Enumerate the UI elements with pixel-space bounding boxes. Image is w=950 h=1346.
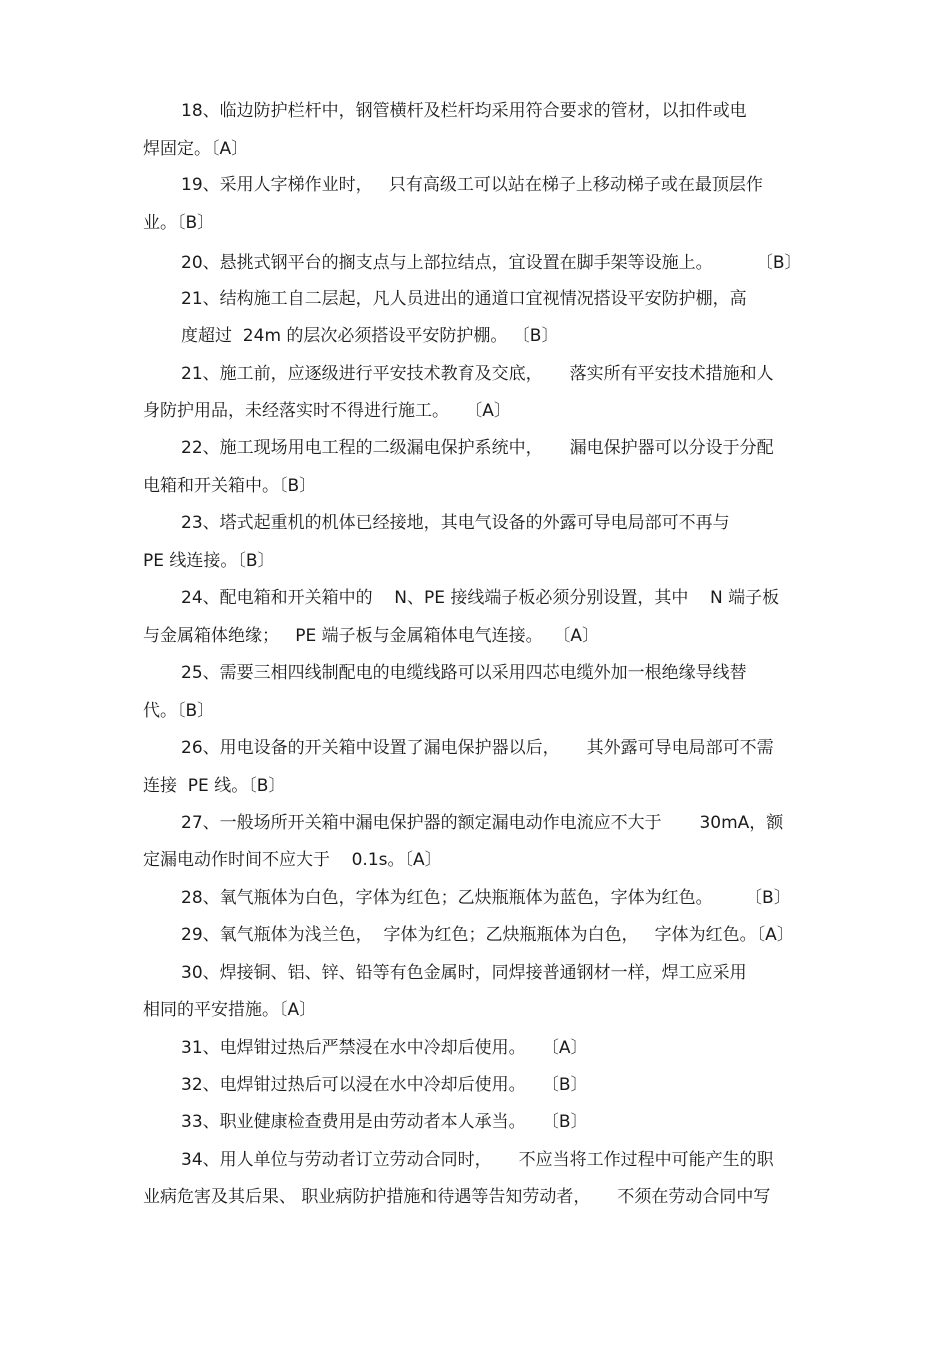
text-line: 21、结构施工自二层起，凡人员进出的通道口宜视情况搭设平安防护棚，高 bbox=[181, 289, 747, 309]
text-line: PE 线连接。〔B〕 bbox=[143, 551, 275, 571]
text-line: 32、电焊钳过热后可以浸在水中冷却后使用。 〔B〕 bbox=[181, 1075, 588, 1095]
text-line: 23、塔式起重机的机体已经接地，其电气设备的外露可导电局部可不再与 bbox=[181, 513, 730, 533]
text-line: 24、配电箱和开关箱中的 N、PE 接线端子板必须分别设置，其中 N 端子板 bbox=[181, 588, 780, 608]
text-line: 30、焊接铜、铝、锌、铅等有色金属时，同焊接普通钢材一样，焊工应采用 bbox=[181, 963, 747, 983]
text-line: 度超过 24m 的层次必须搭设平安防护棚。 〔B〕 bbox=[181, 326, 559, 346]
text-line: 业。〔B〕 bbox=[143, 213, 215, 233]
text-line: 28、氧气瓶体为白色，字体为红色；乙炔瓶瓶体为蓝色，字体为红色。 〔B〕 bbox=[181, 888, 791, 908]
text-line: 相同的平安措施。〔A〕 bbox=[143, 1000, 317, 1020]
text-line: 业病危害及其后果、 职业病防护措施和待遇等告知劳动者， 不须在劳动合同中写 bbox=[143, 1187, 771, 1207]
text-line: 21、施工前，应逐级进行平安技术教育及交底， 落实所有平安技术措施和人 bbox=[181, 364, 774, 384]
text-line: 连接 PE 线。〔B〕 bbox=[143, 776, 286, 796]
text-line: 31、电焊钳过热后严禁浸在水中冷却后使用。 〔A〕 bbox=[181, 1038, 588, 1058]
text-line: 20、悬挑式钢平台的搁支点与上部拉结点，宜设置在脚手架等设施上。 〔B〕 bbox=[181, 253, 802, 273]
text-line: 19、采用人字梯作业时， 只有高级工可以站在梯子上移动梯子或在最顶层作 bbox=[181, 175, 763, 195]
text-line: 定漏电动作时间不应大于 0.1s。〔A〕 bbox=[143, 850, 442, 870]
text-line: 27、一般场所开关箱中漏电保护器的额定漏电动作电流应不大于 30mA，额 bbox=[181, 813, 784, 833]
text-line: 身防护用品，未经落实时不得进行施工。 〔A〕 bbox=[143, 401, 511, 421]
text-line: 33、职业健康检查费用是由劳动者本人承当。 〔B〕 bbox=[181, 1112, 588, 1132]
text-line: 34、用人单位与劳动者订立劳动合同时， 不应当将工作过程中可能产生的职 bbox=[181, 1150, 774, 1170]
text-line: 与金属箱体绝缘； PE 端子板与金属箱体电气连接。 〔A〕 bbox=[143, 626, 600, 646]
text-line: 代。〔B〕 bbox=[143, 701, 215, 721]
text-line: 电箱和开关箱中。〔B〕 bbox=[143, 476, 317, 496]
text-line: 焊固定。〔A〕 bbox=[143, 139, 249, 159]
text-line: 25、需要三相四线制配电的电缆线路可以采用四芯电缆外加一根绝缘导线替 bbox=[181, 663, 747, 683]
text-line: 29、氧气瓶体为浅兰色， 字体为红色；乙炔瓶瓶体为白色， 字体为红色。〔A〕 bbox=[181, 925, 794, 945]
text-line: 26、用电设备的开关箱中设置了漏电保护器以后， 其外露可导电局部可不需 bbox=[181, 738, 774, 758]
text-line: 18、临边防护栏杆中，钢管横杆及栏杆均采用符合要求的管材，以扣件或电 bbox=[181, 101, 747, 121]
text-line: 22、施工现场用电工程的二级漏电保护系统中， 漏电保护器可以分设于分配 bbox=[181, 438, 774, 458]
